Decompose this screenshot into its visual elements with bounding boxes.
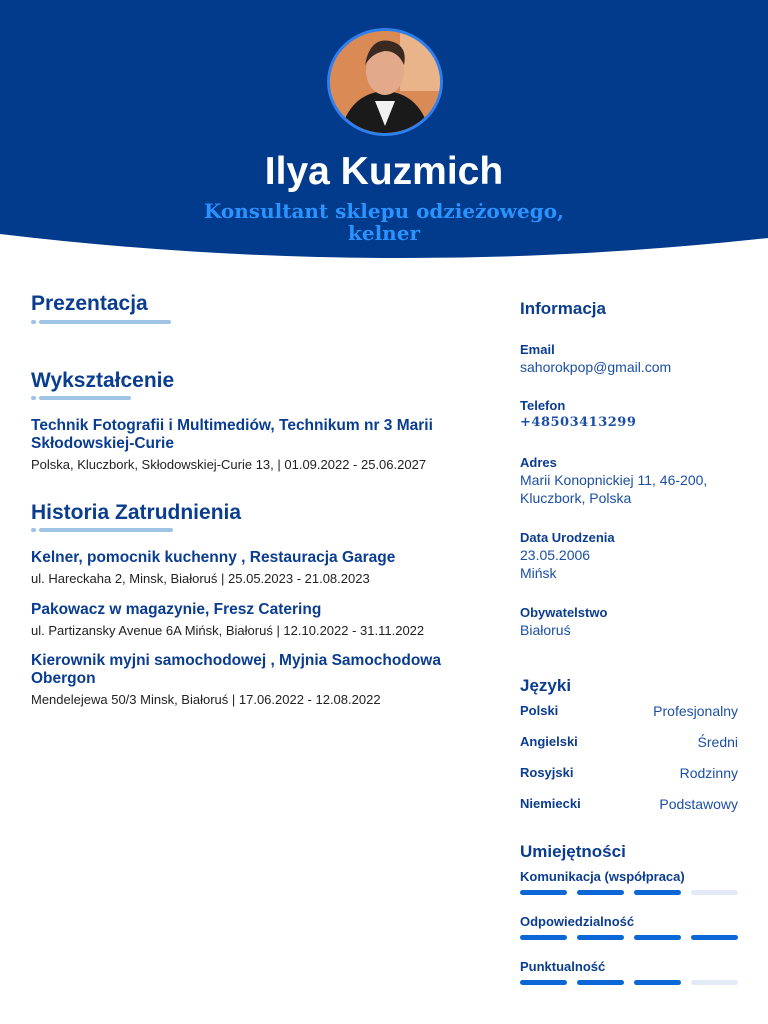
skill-name: Odpowiedzialność: [520, 914, 635, 929]
birth-date-value: 23.05.2006: [520, 547, 591, 563]
employment-entry-details: ul. Hareckaha 2, Minsk, Białoruś | 25.05.2023 - 21.08.2023: [31, 571, 370, 586]
skill-level-segment: [691, 980, 738, 985]
skill-level-segment: [634, 935, 681, 940]
section-title-employment: Historia Zatrudnienia: [31, 501, 242, 524]
employment-entry-title: Pakowacz w magazynie, Fresz Catering: [31, 601, 322, 618]
employment-entry-details: Mendelejewa 50/3 Minsk, Białoruś | 17.06.2022 - 12.08.2022: [31, 692, 381, 707]
citizenship-label: Obywatelstwo: [520, 605, 608, 620]
language-level: Profesjonalny: [653, 703, 738, 719]
skill-level-segment: [577, 890, 624, 895]
email-value[interactable]: sahorokpop@gmail.com: [520, 359, 672, 375]
section-underline: [31, 320, 171, 324]
section-title-presentation: Prezentacja: [31, 292, 148, 315]
education-entry-details: Polska, Kluczbork, Skłodowskiej-Curie 13, | 01.09.2022 - 25.06.2027: [31, 457, 427, 472]
language-name: Rosyjski: [520, 765, 574, 780]
languages-heading: Języki: [520, 676, 572, 695]
skill-level-bar: [520, 890, 738, 895]
email-label: Email: [520, 342, 555, 357]
skill-level-segment: [520, 935, 567, 940]
person-name: Ilya Kuzmich: [264, 150, 504, 193]
skill-level-segment: [520, 890, 567, 895]
skill-level-segment: [634, 890, 681, 895]
job-title: Konsultant sklepu odzieżowego, kelner: [203, 199, 565, 245]
language-level: Podstawowy: [659, 796, 738, 812]
address-label: Adres: [520, 455, 557, 470]
skill-level-segment: [691, 890, 738, 895]
language-name: Niemiecki: [520, 796, 581, 811]
phone-value[interactable]: +48503413299: [520, 415, 637, 430]
skill-level-segment: [634, 980, 681, 985]
employment-entry-title: Kierownik myjni samochodowej , Myjnia Samochodowa Obergon: [31, 652, 441, 687]
skill-name: Punktualność: [520, 959, 606, 974]
profile-photo: [327, 28, 443, 136]
language-level: Rodzinny: [679, 765, 738, 781]
address-value: Marii Konopnickiej 11, 46-200, Kluczbork, Polska: [520, 472, 708, 506]
skill-level-segment: [520, 980, 567, 985]
section-underline: [31, 396, 131, 400]
citizenship-value: Białoruś: [520, 622, 571, 638]
employment-entry-title: Kelner, pomocnik kuchenny , Restauracja Garage: [31, 549, 396, 566]
skill-level-segment: [691, 935, 738, 940]
info-heading: Informacja: [520, 299, 606, 318]
section-underline: [31, 528, 173, 532]
skill-level-bar: [520, 935, 738, 940]
skill-level-segment: [577, 980, 624, 985]
section-title-education: Wykształcenie: [31, 369, 175, 392]
employment-entry-details: ul. Partizansky Avenue 6A Mińsk, Białoruś | 12.10.2022 - 31.11.2022: [31, 623, 425, 638]
skill-name: Komunikacja (współpraca): [520, 869, 685, 884]
resume-header: [0, 0, 768, 262]
language-name: Polski: [520, 703, 559, 718]
language-level: Średni: [697, 734, 738, 750]
person-photo-icon: [330, 31, 440, 133]
birth-date-label: Data Urodzenia: [520, 530, 615, 545]
education-entry-title: Technik Fotografii i Multimediów, Technikum nr 3 Marii Skłodowskiej-Curie: [31, 417, 433, 452]
skill-level-segment: [577, 935, 624, 940]
phone-label: Telefon: [520, 398, 566, 413]
skills-heading: Umiejętności: [520, 842, 626, 861]
skill-level-bar: [520, 980, 738, 985]
language-name: Angielski: [520, 734, 578, 749]
birth-place-value: Mińsk: [520, 565, 557, 581]
